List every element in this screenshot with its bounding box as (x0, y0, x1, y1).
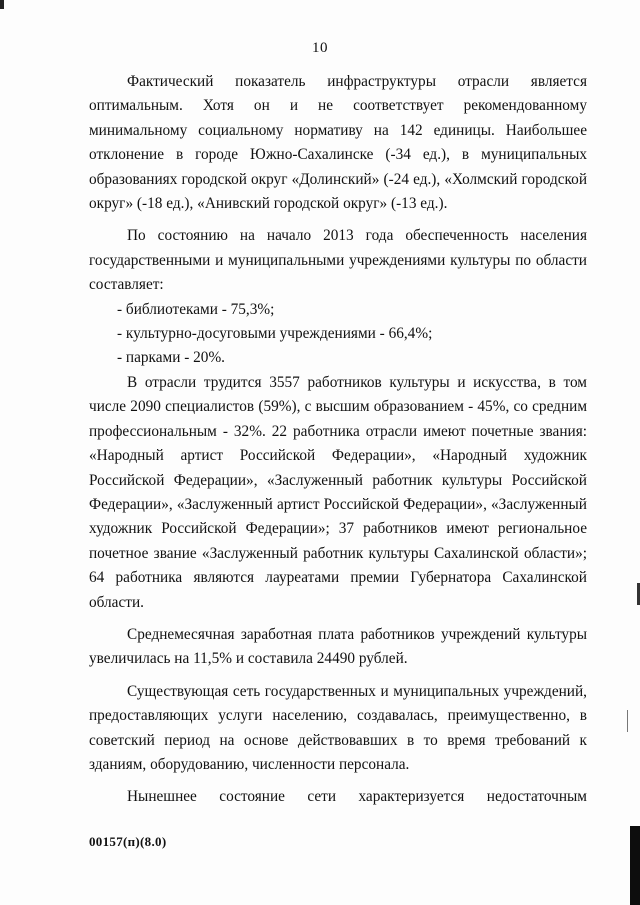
paragraph-provision: По состоянию на начало 2013 года обеспеченность населения государственными и муниципальными учреждениями культуры по области составляет: (89, 227, 587, 294)
provision-list (89, 298, 587, 371)
list-item-libraries: - библиотеками - 75,3%; (117, 300, 275, 318)
paragraph-network: Существующая сеть государственных и муниципальных учреждений, предоставляющих услуги населению, создавалась, преимущественно, в советский период на основе действовавших в то время требований к зданиям, оборудованию, численности персонала. (89, 682, 587, 773)
paragraph-infrastructure: Фактический показатель инфраструктуры отрасли является оптимальным. Хотя он и не соответствует рекомендованному минимальному социальному нормативу на 142 единицы. Наибольшее отклонение в городе Южно-Сахалинске (-34 ед.), в муниципальных образованиях городской округ «Долинский» (-24 ед.), «Холмский городской округ» (-18 ед.), «Анивский городской округ» (-13 ед.). (89, 73, 587, 213)
scan-edge-mark (0, 0, 4, 9)
paragraph-workers: В отрасли трудится 3557 работников культуры и искусства, в том числе 2090 специалистов (59%), с высшим образованием - 45%, со средним профессиональным - 32%. 22 работника отрасли имеют почетные звания: «Народный артист Российской Федерации», «Народный художник Российской Федерации», «Заслуженный работник культуры Российской Федерации», «Заслуженный артист Российской Федерации», «Заслуженный художник Российской Федерации»; 37 работников имеют региональное почетное звание «Заслуженный работник культуры Сахалинской области»; 64 работника являются лауреатами премии Губернатора Сахалинской области. (89, 373, 587, 611)
list-item-leisure: - культурно-досуговыми учреждениями - 66,4%; (117, 325, 433, 343)
document-body (89, 70, 587, 810)
scan-edge-bar (630, 826, 640, 905)
scan-edge-dash (627, 710, 628, 732)
paragraph-network-state: Нынешнее состояние сети характеризуется недостаточным (127, 788, 587, 806)
list-item-parks: - парками - 20%. (117, 349, 226, 367)
paragraph-salary: Среднемесячная заработная плата работников учреждений культуры увеличилась на 11,5% и составила 24490 рублей. (89, 625, 587, 668)
document-code: 00157(п)(8.0) (89, 834, 167, 849)
page-number: 10 (312, 40, 328, 56)
